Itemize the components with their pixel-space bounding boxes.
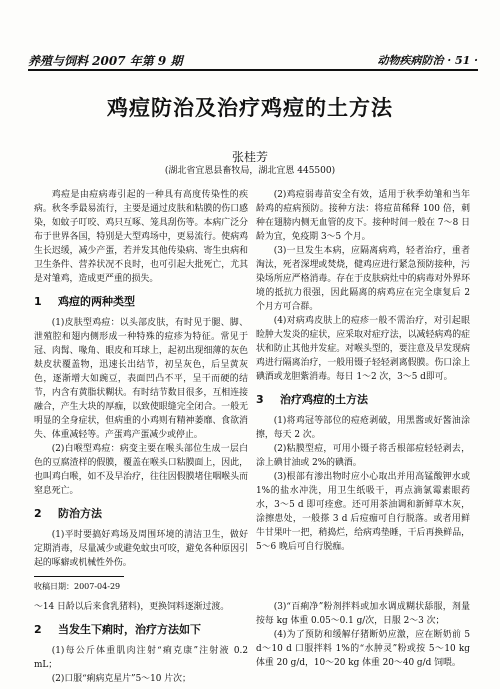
section-page: 动物疾病防治 · 51 · [377, 54, 478, 67]
paragraph: (3)一旦发生本病，应隔离病鸡，轻者治疗，重者淘汰，死者深埋或焚烧，健鸡应进行紧急预防接种，污染场所应严格消毒。存在于皮肤病灶中的病毒对外界环境的抵抗力很强，因此隔离的病鸡应在完全康复后 2 个月方可合群。 [256, 246, 470, 312]
section-heading: 2 防治方法 [34, 507, 102, 520]
paragraph: (4)对病鸡皮肤上的痘疹一般不需治疗，对引起眼睑肿大发炎的症状，应采取对症疗法，以减轻病鸡的症状和防止其他并发症。对喉头型的，要注意及早发现病鸡进行隔离治疗，一般用镊子轻轻剥离假膜。伤口涂上碘酒或龙胆紫消毒。每日 1～2 次，3～5 d即可。 [256, 316, 470, 382]
bottom-left-continuation [34, 600, 248, 686]
section-heading: 2 当发生下痢时，治疗方法如下 [34, 623, 201, 636]
paragraph: ～14 日龄以后来食乳猪料)，更换饲料逐渐过渡。 [34, 602, 230, 612]
paragraph: (1)每公斤体重肌肉注射“痢克康”注射液 0.2 mL； [34, 646, 248, 670]
paragraph: (1)平时要搞好鸡场及周围环境的清洁卫生，做好定期消毒，尽量减少或避免蚊虫可咬，避免各种原因引起的啄癖或机械性外伤。 [34, 530, 248, 568]
paragraph: (2)口服“痢病克星片”5～10 片次； [51, 674, 191, 684]
paragraph: (2)鸡痘弱毒苗安全有效，适用于秋季幼雏和当年龄鸡的痘病预防。接种方法：将痘苗稀释 100 倍，刺种在翅膀内侧无血管的皮下。接种时间一般在 7～8 日龄为宜，免疫期 3～5 个月。 [256, 190, 470, 242]
section-heading: 3 治疗鸡痘的土方法 [256, 393, 368, 406]
author: 张桂芳 [231, 150, 268, 164]
paragraph: (1)皮肤型鸡痘：以头部皮肤，有时见于腿、脚、泄殖腔和翅内侧形成一种特殊的痘疹为特征。常见于冠、肉髯、喙角、眼皮和耳球上，起初出现细薄的灰色麸皮状覆盖物，迅速长出结节，初呈灰色，后呈黄灰色，逐渐增大如豌豆，表面凹凸不平，呈干而硬的结节，内含有黄脂状糊状。有时结节数目很多，互相连接融合，产生大块的厚痂，以致使眼缝完全闭合。一般无明显的全身症状，但病重的小鸡则有精神萎靡、食欲消失、体重减轻等。产蛋鸡产蛋减少或停止。 [34, 318, 248, 440]
paragraph: (4)为了预防和缓解仔猪断奶应激，应在断奶前 5 d～10 d 口服拌料 1%的“水肿灵”粉或按 5～10 kg 体重 20 g/d，10～20 kg 体重 20～40 g/d 饲喂。 [256, 630, 470, 668]
intro-paragraph: 鸡痘是由痘病毒引起的一种具有高度传染性的疾病。秋冬季最易流行，主要是通过皮肤和粘膜的伤口感染，如蚊子叮咬、鸡只互啄、笼具刮伤等。本病广泛分布于世界各国，特别是大型鸡场中，更易流行。使病鸡生长迟缓，减少产蛋，若并发其他传染病、寄生虫病和卫生条件、营养状况不良时，也可引起大批死亡，尤其是对雏鸡，造成更严重的损失。 [34, 190, 248, 284]
right-column [256, 188, 470, 554]
received-date: 收稿日期：2007-04-29 [34, 582, 121, 591]
paragraph: (1)将鸡冠等部位的痘疮剥破，用黑酱或好酱油涂擦，每天 2 次。 [256, 416, 470, 440]
affiliation: (湖北省宜恩县畜牧局，湖北宜恩 445500) [164, 166, 336, 176]
section-heading: 1 鸡痘的两种类型 [34, 295, 135, 308]
paragraph: (2)粘膜型痘，可用小镊子将舌根部痘轻轻剥去，涂上碘甘油或 2%的碘酒。 [256, 444, 470, 468]
paragraph: (3)根部有渗出物时应小心取出并用高锰酸钾水或 1%的盐水冲洗，用卫生纸吸干，再点滴氯霉素眼药水，3～5 d 即可痊愈。还可用茶油调和新鲜草木灰，涂擦患处，一般搽 3 d 后痘痂可自行脱落。或者用鲜牛甘果叶一把，稍捣烂，给病鸡垫睡，干后再换鲜品，5～6 晚后可自行脱痂。 [256, 472, 470, 552]
paragraph: (2)白喉型鸡痘：病变主要在喉头部位生成一层白色的豆腐渣样的假膜，覆盖在喉头口粘膜面上，因此，也叫鸡白喉，如不及早治疗，往往因假膜堵住咽喉头而窒息死亡。 [34, 444, 248, 496]
journal-name: 养殖与饲料 2007 年第 9 期 [28, 54, 183, 68]
paragraph: (3)“百痢净”粉剂拌料或加水调成糊状舔服，剂量按每 kg 体重 0.05～0.1 g/次，日服 2～3 次； [256, 602, 470, 626]
left-column [34, 188, 248, 593]
bottom-right-continuation [256, 600, 470, 670]
running-header [28, 50, 478, 70]
header-rule [28, 69, 478, 71]
article-title: 鸡痘防治及治疗鸡痘的土方法 [107, 96, 393, 120]
footnote-rule [34, 576, 124, 577]
